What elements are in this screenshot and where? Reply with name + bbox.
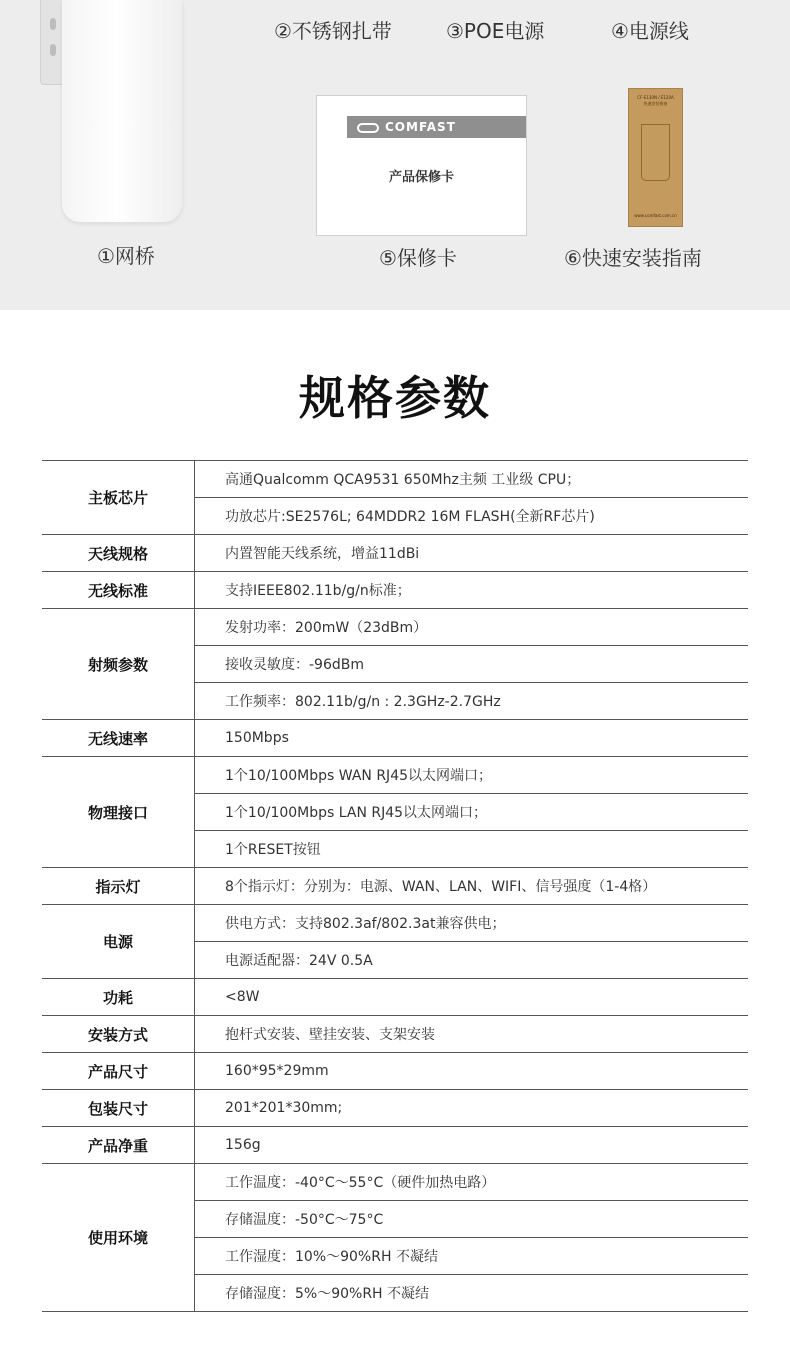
comfast-logo-bar	[347, 116, 526, 138]
spec-value: 电源适配器：24V 0.5A	[195, 942, 749, 979]
spec-label: 物理接口	[42, 757, 195, 868]
spec-label: 安装方式	[42, 1016, 195, 1053]
spec-label: 电源	[42, 905, 195, 979]
guide-device-drawing	[641, 124, 670, 181]
spec-value: 工作温度：-40°C～55°C（硬件加热电路）	[195, 1164, 749, 1201]
spec-value: 8个指示灯：分别为：电源、WAN、LAN、WIFI、信号强度（1-4格）	[195, 868, 749, 905]
spec-label: 产品净重	[42, 1127, 195, 1164]
warranty-card-image	[316, 95, 527, 236]
spec-row	[42, 572, 748, 609]
spec-value: 支持IEEE802.11b/g/n标准；	[195, 572, 749, 609]
spec-label: 产品尺寸	[42, 1053, 195, 1090]
spec-value: 供电方式：支持802.3af/802.3at兼容供电；	[195, 905, 749, 942]
spec-value: 功放芯片:SE2576L; 64MDDR2 16M FLASH(全新RF芯片)	[195, 498, 749, 535]
spec-row	[42, 757, 748, 794]
spec-row	[42, 1127, 748, 1164]
brand-name: COMFAST	[385, 120, 456, 134]
spec-label: 包装尺寸	[42, 1090, 195, 1127]
caption-guide: ⑥快速安装指南	[564, 246, 702, 270]
spec-label: 功耗	[42, 979, 195, 1016]
spec-row	[42, 461, 748, 498]
spec-label: 无线标准	[42, 572, 195, 609]
spec-value: 发射功率：200mW（23dBm）	[195, 609, 749, 646]
spec-value: <8W	[195, 979, 749, 1016]
guide-subtitle: 快速安装指南	[643, 101, 668, 106]
caption-warranty: ⑤保修卡	[379, 246, 457, 270]
caption-bridge: ①网桥	[97, 244, 155, 268]
spec-value: 1个10/100Mbps WAN RJ45以太网端口；	[195, 757, 749, 794]
section-title: 规格参数	[299, 371, 491, 425]
spec-row	[42, 1016, 748, 1053]
spec-value: 150Mbps	[195, 720, 749, 757]
spec-row	[42, 535, 748, 572]
spec-value: 存储湿度：5%～90%RH 不凝结	[195, 1275, 749, 1312]
spec-label: 天线规格	[42, 535, 195, 572]
warranty-card-title: 产品保修卡	[388, 170, 454, 185]
install-guide-image	[628, 88, 683, 227]
caption-cable: ④电源线	[611, 19, 689, 43]
spec-value: 156g	[195, 1127, 749, 1164]
spec-label: 指示灯	[42, 868, 195, 905]
spec-row	[42, 868, 748, 905]
spec-value: 1个RESET按钮	[195, 831, 749, 868]
spec-row	[42, 1090, 748, 1127]
spec-row	[42, 979, 748, 1016]
spec-value: 内置智能天线系统，增益11dBi	[195, 535, 749, 572]
spec-value: 160*95*29mm	[195, 1053, 749, 1090]
comfast-logo-icon	[357, 123, 379, 133]
spec-label: 主板芯片	[42, 461, 195, 535]
spec-value: 存储温度：-50°C～75°C	[195, 1201, 749, 1238]
spec-row	[42, 1053, 748, 1090]
spec-row	[42, 609, 748, 646]
package-contents-section	[0, 0, 790, 310]
spec-value: 1个10/100Mbps LAN RJ45以太网端口；	[195, 794, 749, 831]
caption-poe: ③POE电源	[446, 19, 545, 43]
spec-table	[42, 460, 748, 1312]
spec-label: 射频参数	[42, 609, 195, 720]
caption-strap: ②不锈钢扎带	[274, 19, 392, 43]
spec-row	[42, 905, 748, 942]
spec-value: 工作频率：802.11b/g/n : 2.3GHz-2.7GHz	[195, 683, 749, 720]
spec-row	[42, 1164, 748, 1201]
spec-value: 抱杆式安装、壁挂安装、支架安装	[195, 1016, 749, 1053]
spec-value: 高通Qualcomm QCA9531 650Mhz主频 工业级 CPU；	[195, 461, 749, 498]
spec-value: 201*201*30mm;	[195, 1090, 749, 1127]
spec-label: 使用环境	[42, 1164, 195, 1312]
spec-value: 接收灵敏度：-96dBm	[195, 646, 749, 683]
bridge-device-image	[62, 0, 182, 222]
guide-url: www.comfast.com.cn	[634, 213, 677, 218]
guide-model: CF-E130N / E120A	[637, 95, 674, 100]
spec-label: 无线速率	[42, 720, 195, 757]
spec-value: 工作湿度：10%～90%RH 不凝结	[195, 1238, 749, 1275]
spec-row	[42, 720, 748, 757]
